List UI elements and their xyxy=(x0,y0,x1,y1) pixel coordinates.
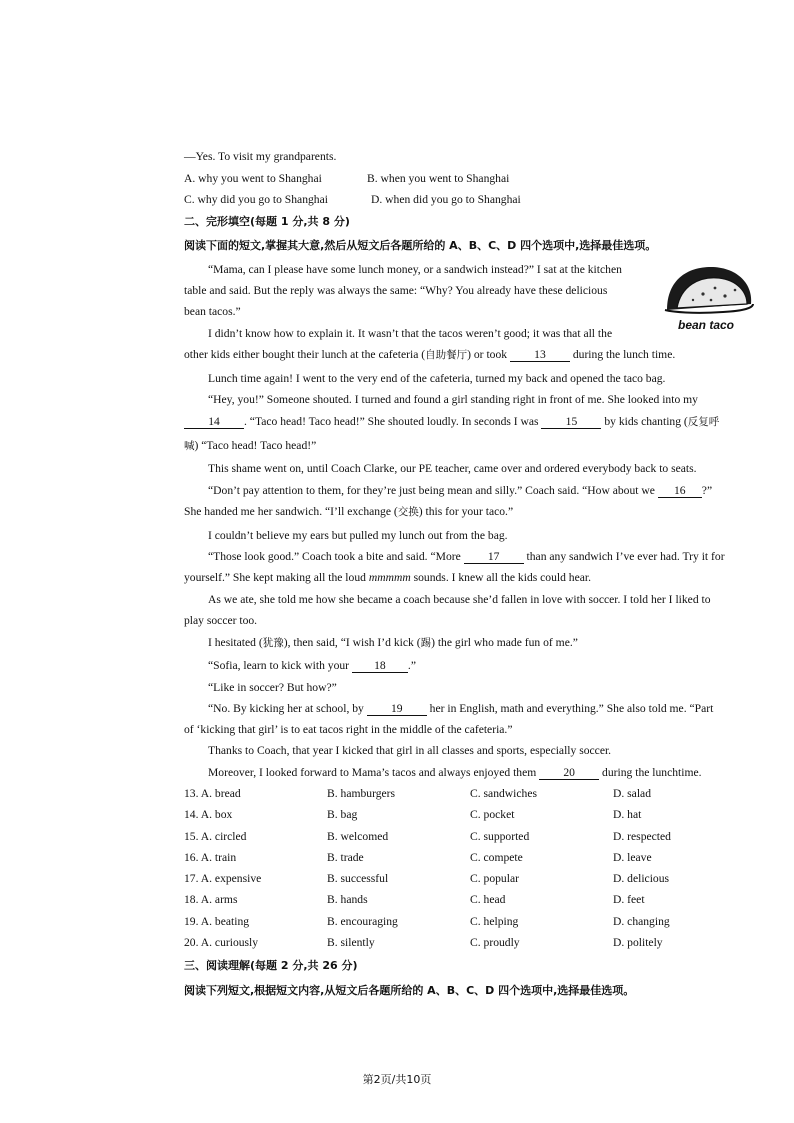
question-18-option-d: D. feet xyxy=(613,893,645,906)
passage-p2-line1: I didn’t know how to explain it. It wasn’t that the tacos weren’t good; it was that all the xyxy=(208,327,613,340)
text: “No. By kicking her at school, by xyxy=(208,702,367,715)
passage-p2-line2 xyxy=(184,347,675,363)
text: .” xyxy=(407,659,416,672)
question-20-option-a: 20. A. curiously xyxy=(184,936,259,949)
bean-taco-illustration xyxy=(663,264,755,334)
chinese-gloss: 踢 xyxy=(420,637,432,649)
blank-19: 19 xyxy=(367,702,427,716)
question-18-option-c: C. head xyxy=(470,893,506,906)
question-15-option-b: B. welcomed xyxy=(327,830,389,843)
passage-p5: This shame went on, until Coach Clarke, our PE teacher, came over and ordered everybody back to seats. xyxy=(208,462,697,475)
passage-p10 xyxy=(208,635,578,651)
question-13-option-c: C. sandwiches xyxy=(470,787,537,800)
text: I hesitated ( xyxy=(208,636,263,649)
question-15-option-a: 15. A. circled xyxy=(184,830,247,843)
question-14-option-b: B. bag xyxy=(327,808,358,821)
blank-20: 20 xyxy=(539,766,599,780)
passage-p1-line1: “Mama, can I please have some lunch money, or a sandwich instead?” I sat at the kitchen xyxy=(208,263,622,276)
question-16-option-d: D. leave xyxy=(613,851,652,864)
question-20-option-c: C. proudly xyxy=(470,936,520,949)
text: by kids chanting ( xyxy=(601,415,688,428)
question-18-option-b: B. hands xyxy=(327,893,368,906)
section2-heading: 二、完形填空(每题 1 分,共 8 分) xyxy=(184,215,350,228)
question-19-option-a: 19. A. beating xyxy=(184,915,250,928)
passage-p9-line1: As we ate, she told me how she became a coach because she’d fallen in love with soccer. I told her I liked to xyxy=(208,593,711,606)
passage-p4-line2 xyxy=(184,414,719,430)
q12-option-a: A. why you went to Shanghai xyxy=(184,172,322,185)
q12-answer-line: —Yes. To visit my grandparents. xyxy=(184,150,337,163)
question-20-option-d: D. politely xyxy=(613,936,663,949)
text: Moreover, I looked forward to Mama’s tacos and always enjoyed them xyxy=(208,766,540,779)
blank-15: 15 xyxy=(541,415,601,429)
passage-p6-line1 xyxy=(208,483,712,498)
text: ) “Taco head! Taco head!” xyxy=(194,439,317,452)
passage-p13-line1 xyxy=(208,701,713,716)
text: “Sofia, learn to kick with your xyxy=(208,659,352,672)
passage-p13-line2: of ‘kicking that girl’ is to eat tacos right in the middle of the cafeteria.” xyxy=(184,723,513,736)
text: ) or took xyxy=(467,348,510,361)
question-19-option-c: C. helping xyxy=(470,915,519,928)
passage-p11 xyxy=(208,658,416,673)
chinese-gloss: 自助餐厅 xyxy=(425,349,468,361)
section3-instruction: 阅读下列短文,根据短文内容,从短文后各题所给的 A、B、C、D 四个选项中,选择最佳选项。 xyxy=(184,984,635,997)
q12-option-d: D. when did you go to Shanghai xyxy=(371,193,521,206)
text: ), then said, “I wish I’d kick ( xyxy=(283,636,421,649)
blank-16: 16 xyxy=(658,484,702,498)
passage-p1-line2: table and said. But the reply was always the same: “Why? You already have these delicious xyxy=(184,284,608,297)
question-18-option-a: 18. A. arms xyxy=(184,893,238,906)
page-number: 第2页/共10页 xyxy=(362,1073,432,1086)
question-13-option-b: B. hamburgers xyxy=(327,787,396,800)
question-13-option-a: 13. A. bread xyxy=(184,787,241,800)
text: other kids either bought their lunch at the cafeteria ( xyxy=(184,348,426,361)
passage-p7: I couldn’t believe my ears but pulled my lunch out from the bag. xyxy=(208,529,508,542)
passage-p3: Lunch time again! I went to the very end of the cafeteria, turned my back and opened the taco bag. xyxy=(208,372,666,385)
chinese-gloss: 交换 xyxy=(397,506,419,518)
passage-p15 xyxy=(208,765,702,780)
section2-instruction: 阅读下面的短文,掌握其大意,然后从短文后各题所给的 A、B、C、D 四个选项中,选择最佳选项。 xyxy=(184,239,657,252)
passage-p12: “Like in soccer? But how?” xyxy=(208,681,337,694)
q12-option-b: B. when you went to Shanghai xyxy=(367,172,510,185)
question-15-option-c: C. supported xyxy=(470,830,530,843)
question-14-option-c: C. pocket xyxy=(470,808,515,821)
passage-p1-line3: bean tacos.” xyxy=(184,305,241,318)
bean-taco-icon xyxy=(663,264,755,316)
question-17-option-c: C. popular xyxy=(470,872,519,885)
text: ) the girl who made fun of me.” xyxy=(431,636,578,649)
text: yourself.” She kept making all the loud xyxy=(184,571,369,584)
section3-heading: 三、阅读理解(每题 2 分,共 26 分) xyxy=(184,959,358,972)
question-16-option-b: B. trade xyxy=(327,851,364,864)
passage-p14: Thanks to Coach, that year I kicked that girl in all classes and sports, especially soccer. xyxy=(208,744,612,757)
text: She handed me her sandwich. “I’ll exchange ( xyxy=(184,505,398,518)
question-13-option-d: D. salad xyxy=(613,787,651,800)
text: . “Taco head! Taco head!” She shouted loudly. In seconds I was xyxy=(244,415,542,428)
question-19-option-b: B. encouraging xyxy=(327,915,398,928)
question-17-option-a: 17. A. expensive xyxy=(184,872,262,885)
text: “Those look good.” Coach took a bite and said. “More xyxy=(208,550,464,563)
question-17-option-d: D. delicious xyxy=(613,872,670,885)
passage-p6-line2 xyxy=(184,504,513,520)
text: her in English, math and everything.” She also told me. “Part xyxy=(426,702,714,715)
chinese-gloss: 犹豫 xyxy=(262,637,284,649)
passage-p9-line2: play soccer too. xyxy=(184,614,258,627)
text: during the lunch time. xyxy=(569,348,676,361)
text: ?” xyxy=(701,484,713,497)
blank-14: 14 xyxy=(184,415,244,429)
chinese-gloss: 喊 xyxy=(184,440,195,452)
question-19-option-d: D. changing xyxy=(613,915,670,928)
blank-18: 18 xyxy=(352,659,408,673)
question-16-option-a: 16. A. train xyxy=(184,851,237,864)
text: “Don’t pay attention to them, for they’re just being mean and silly.” Coach said. “How about we xyxy=(208,484,658,497)
passage-p8-line1 xyxy=(208,549,725,564)
passage-p8-line2 xyxy=(184,570,591,585)
blank-13: 13 xyxy=(510,348,570,362)
text: during the lunchtime. xyxy=(599,766,702,779)
bean-taco-caption: bean taco xyxy=(678,318,735,332)
question-14-option-a: 14. A. box xyxy=(184,808,233,821)
question-14-option-d: D. hat xyxy=(613,808,642,821)
question-15-option-d: D. respected xyxy=(613,830,671,843)
blank-17: 17 xyxy=(464,550,524,564)
text: than any sandwich I’ve ever had. Try it for xyxy=(523,550,725,563)
emphasis-text: mmmmm xyxy=(368,571,411,584)
passage-p4-line1: “Hey, you!” Someone shouted. I turned and found a girl standing right in front of me. She looked into my xyxy=(208,393,698,406)
passage-p4-line3 xyxy=(184,438,316,454)
text: ) this for your taco.” xyxy=(418,505,514,518)
question-17-option-b: B. successful xyxy=(327,872,389,885)
question-16-option-c: C. compete xyxy=(470,851,523,864)
chinese-gloss: 反复呼 xyxy=(687,416,720,428)
q12-option-c: C. why did you go to Shanghai xyxy=(184,193,328,206)
question-20-option-b: B. silently xyxy=(327,936,375,949)
text: sounds. I knew all the kids could hear. xyxy=(410,571,592,584)
